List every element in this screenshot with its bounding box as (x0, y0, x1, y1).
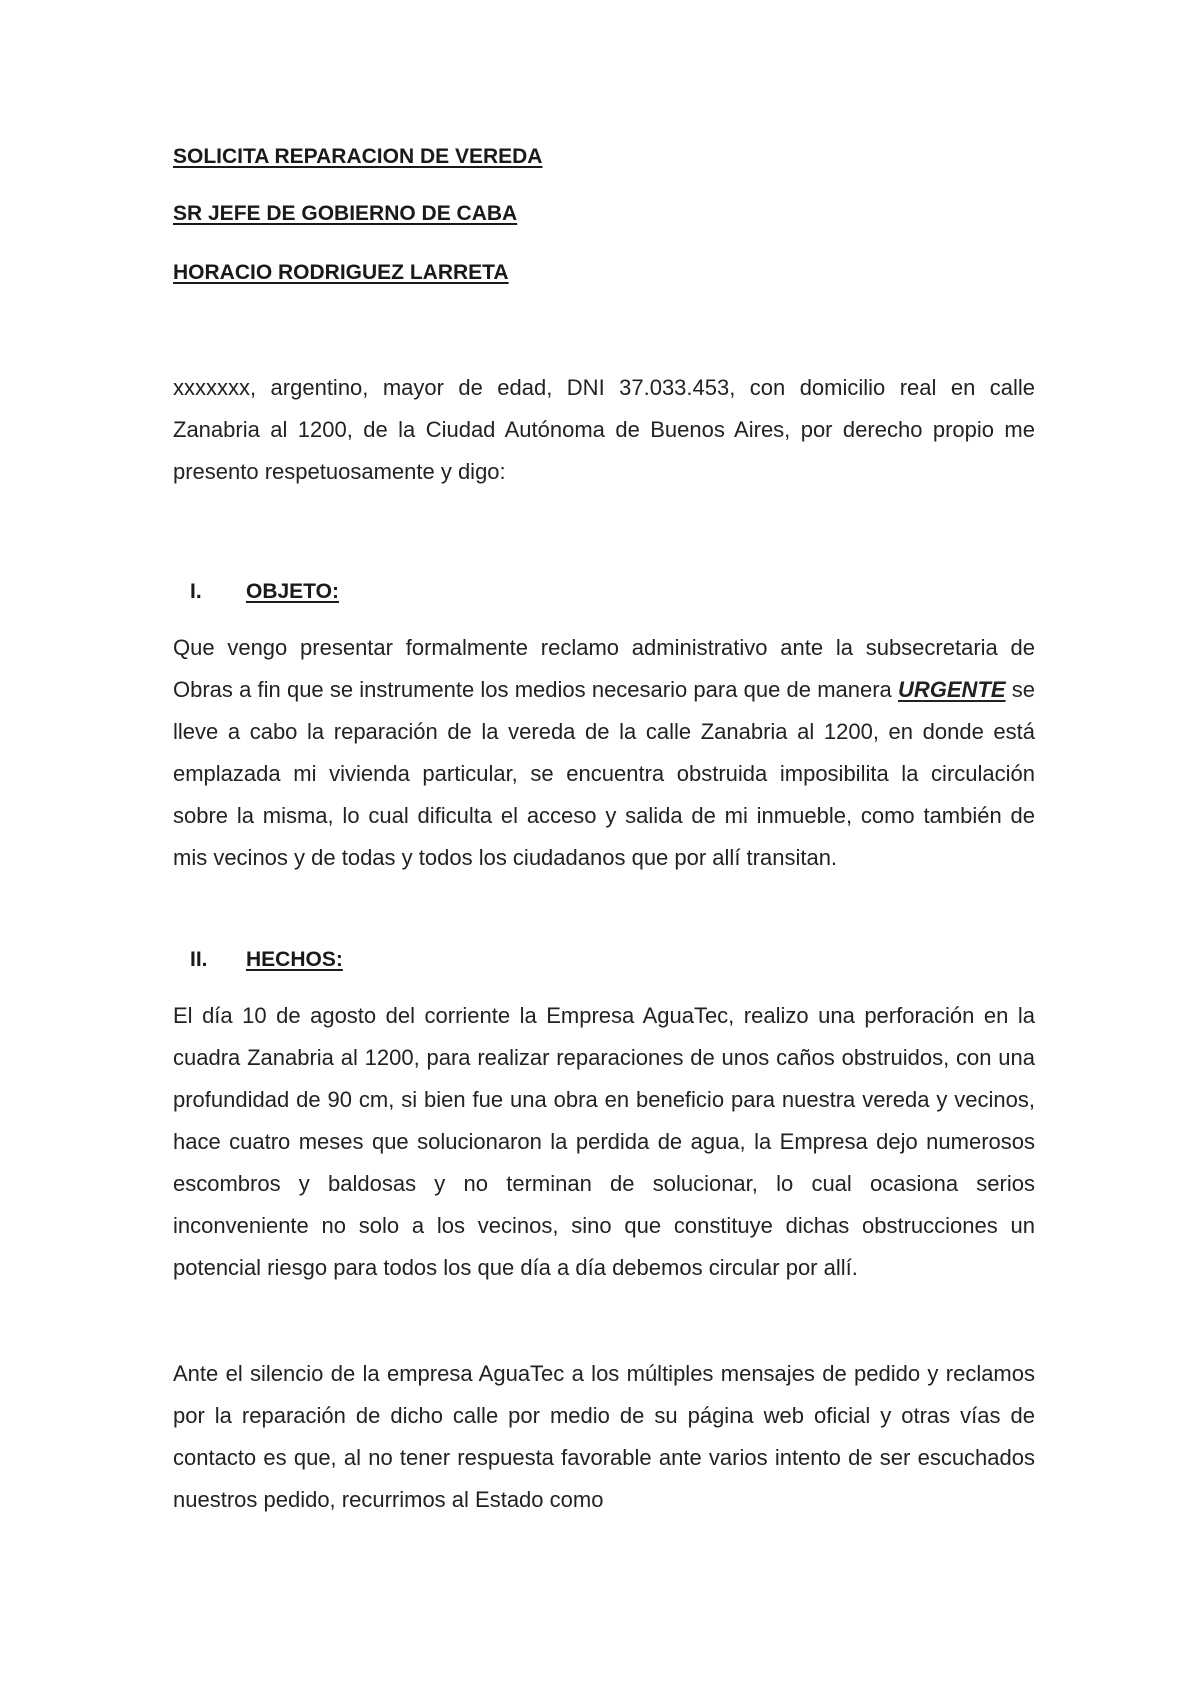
section-number: I. (190, 580, 202, 603)
hechos-paragraph-1: El día 10 de agosto del corriente la Empresa AguaTec, realizo una perforación en la cuadra Zanabria al 1200, para realizar reparaciones de unos caños obstruidos, con una profundidad de 90 cm, si bien fue una obra en beneficio para nuestra vereda y vecinos, hace cuatro meses que solucionaron la perdida de agua, la Empresa dejo numerosos escombros y baldosas y no terminan de solucionar, lo cual ocasiona serios inconveniente no solo a los vecinos, sino que constituye dichas obstrucciones un potencial riesgo para todos los que día a día debemos circular por allí. (173, 1003, 1035, 1280)
intro-paragraph: xxxxxxx, argentino, mayor de edad, DNI 37.033.453, con domicilio real en calle Zanabria al 1200, de la Ciudad Autónoma de Buenos Aires, por derecho propio me presento respetuosamente y digo: (173, 375, 1035, 484)
section-objeto-heading (190, 580, 339, 604)
objeto-paragraph (173, 627, 1035, 879)
hechos-paragraph-2: Ante el silencio de la empresa AguaTec a los múltiples mensajes de pedido y reclamos por la reparación de dicho calle por medio de su página web oficial y otras vías de contacto es que, al no tener respuesta favorable ante varios intento de ser escuchados nuestros pedido, recurrimos al Estado como (173, 1361, 1035, 1512)
section-number: II. (190, 948, 208, 971)
recipient-name-heading: HORACIO RODRIGUEZ LARRETA (173, 261, 509, 284)
subject-heading: SOLICITA REPARACION DE VEREDA (173, 145, 543, 168)
objeto-text-start: Que vengo presentar formalmente reclamo administrativo ante la subsecretaria de Obras a fin que se instrumente los medios necesario para que de manera (173, 635, 1035, 702)
objeto-text-end: se lleve a cabo la reparación de la vereda de la calle Zanabria al 1200, en donde está emplazada mi vivienda particular, se encuentra obstruida imposibilita la circulación sobre la misma, lo cual dificulta el acceso y salida de mi inmueble, como también de mis vecinos y de todas y todos los ciudadanos que por allí transitan. (173, 677, 1035, 870)
recipient-title-heading: SR JEFE DE GOBIERNO DE CABA (173, 202, 518, 225)
section-title: OBJETO: (246, 580, 339, 603)
section-title: HECHOS: (246, 948, 343, 971)
section-hechos-heading (190, 948, 343, 972)
urgent-emphasis: URGENTE (898, 677, 1006, 702)
